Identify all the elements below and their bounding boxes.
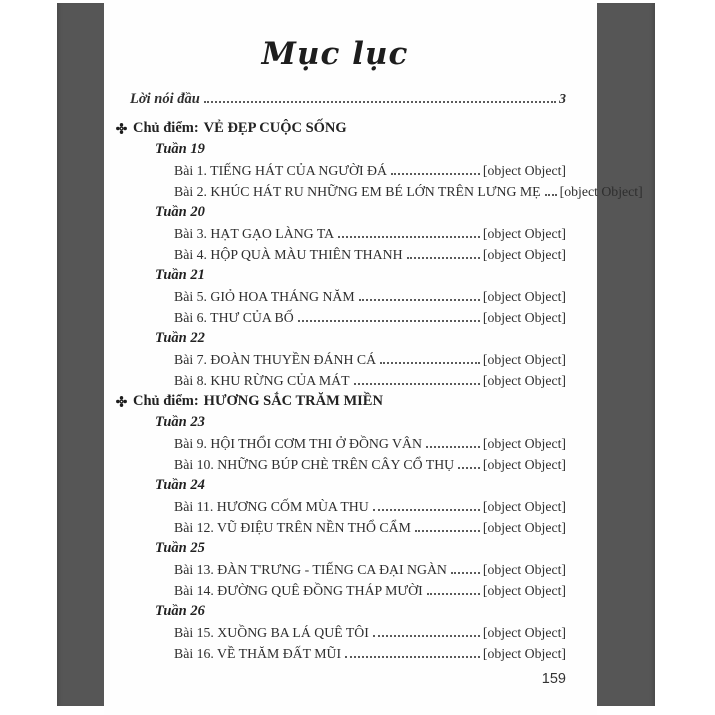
toc-entry-page-number: [object Object] bbox=[482, 625, 566, 640]
toc-entry-row bbox=[104, 643, 566, 664]
toc-entry-row bbox=[104, 349, 566, 370]
book-page bbox=[104, 0, 643, 715]
toc-entry-label: Bài 4. HỘP QUÀ MÀU THIÊN THANH bbox=[174, 247, 403, 262]
toc-entry-row bbox=[104, 223, 566, 244]
toc-entry-label: Bài 12. VŨ ĐIỆU TRÊN NỀN THỔ CẨM bbox=[174, 520, 411, 535]
week-label: Tuần 24 bbox=[155, 477, 205, 493]
week-label: Tuần 21 bbox=[155, 267, 205, 283]
toc-entry-row bbox=[104, 181, 643, 202]
dotted-leader bbox=[380, 362, 480, 364]
toc-entry-label: Bài 5. GIỎ HOA THÁNG NĂM bbox=[174, 289, 355, 304]
toc-entry-row bbox=[104, 286, 566, 307]
toc-entry-row bbox=[104, 307, 566, 328]
page-title: Mục lục bbox=[261, 36, 409, 72]
toc-entry-row bbox=[104, 517, 566, 538]
dotted-leader bbox=[338, 236, 480, 238]
toc-entry-page-number: [object Object] bbox=[482, 226, 566, 241]
section-label: Chủ điểm: bbox=[133, 120, 199, 136]
dotted-leader bbox=[204, 101, 556, 103]
dotted-leader bbox=[354, 383, 480, 385]
preface-row bbox=[104, 88, 566, 109]
dotted-leader bbox=[426, 446, 480, 448]
toc-entry-label: Bài 14. ĐƯỜNG QUÊ ĐỒNG THÁP MƯỜI bbox=[174, 583, 423, 598]
toc-week-heading bbox=[104, 139, 566, 160]
toc-entry-label: Bài 2. KHÚC HÁT RU NHỮNG EM BÉ LỚN TRÊN LƯNG MẸ bbox=[174, 184, 541, 199]
toc-entry-label: Bài 11. HƯƠNG CỐM MÙA THU bbox=[174, 499, 369, 514]
dotted-leader bbox=[373, 509, 480, 511]
week-label: Tuần 25 bbox=[155, 540, 205, 556]
toc-entry-page-number: [object Object] bbox=[482, 436, 566, 451]
section-label: Chủ điểm: bbox=[133, 393, 199, 409]
flower-icon bbox=[116, 396, 127, 407]
toc-entry-row bbox=[104, 559, 566, 580]
photo-right-gray-bar bbox=[597, 3, 655, 706]
toc-entry-label: Bài 10. NHỮNG BÚP CHÈ TRÊN CÂY CỔ THỤ bbox=[174, 457, 455, 472]
dotted-leader bbox=[391, 173, 480, 175]
dotted-leader bbox=[458, 467, 480, 469]
toc-entry-label: Bài 15. XUỒNG BA LÁ QUÊ TÔI bbox=[174, 625, 369, 640]
toc-entry-page-number: [object Object] bbox=[482, 289, 566, 304]
preface-label: Lời nói đầu bbox=[130, 91, 200, 107]
dotted-leader bbox=[373, 635, 480, 637]
toc-entry-page-number: [object Object] bbox=[482, 562, 566, 577]
toc-section-header bbox=[104, 118, 566, 139]
toc-entry-row bbox=[104, 160, 566, 181]
week-label: Tuần 22 bbox=[155, 330, 205, 346]
week-label: Tuần 19 bbox=[155, 141, 205, 157]
toc-entry-page-number: [object Object] bbox=[482, 583, 566, 598]
toc-entry-label: Bài 6. THƯ CỦA BỐ bbox=[174, 310, 294, 325]
dotted-leader bbox=[427, 593, 480, 595]
toc-entry-page-number: [object Object] bbox=[482, 499, 566, 514]
flower-icon bbox=[116, 123, 127, 134]
week-label: Tuần 26 bbox=[155, 603, 205, 619]
toc-list bbox=[104, 118, 643, 664]
dotted-leader bbox=[298, 320, 480, 322]
toc-entry-page-number: [object Object] bbox=[482, 457, 566, 472]
toc-entry-row bbox=[104, 433, 566, 454]
toc-entry-page-number: [object Object] bbox=[559, 184, 643, 199]
toc-entry-label: Bài 8. KHU RỪNG CỦA MÁT bbox=[174, 373, 350, 388]
toc-entry-row bbox=[104, 622, 566, 643]
dotted-leader bbox=[359, 299, 480, 301]
week-label: Tuần 20 bbox=[155, 204, 205, 220]
dotted-leader bbox=[407, 257, 480, 259]
toc-entry-page-number: [object Object] bbox=[482, 373, 566, 388]
toc-entry-label: Bài 1. TIẾNG HÁT CỦA NGƯỜI ĐÁ bbox=[174, 163, 387, 178]
toc-entry-page-number: [object Object] bbox=[482, 352, 566, 367]
toc-entry-page-number: [object Object] bbox=[482, 163, 566, 178]
dotted-leader bbox=[415, 530, 480, 532]
toc-week-heading bbox=[104, 475, 566, 496]
toc-week-heading bbox=[104, 328, 566, 349]
toc-entry-label: Bài 7. ĐOÀN THUYỀN ĐÁNH CÁ bbox=[174, 352, 377, 367]
dotted-leader bbox=[345, 656, 480, 658]
toc-section-header bbox=[104, 391, 566, 412]
toc-entry-row bbox=[104, 580, 566, 601]
toc-entry-label: Bài 13. ĐÀN T'RƯNG - TIẾNG CA ĐẠI NGÀN bbox=[174, 562, 447, 577]
toc-entry-row bbox=[104, 244, 566, 265]
toc-entry-page-number: [object Object] bbox=[482, 520, 566, 535]
photo-left-gray-bar bbox=[57, 3, 104, 706]
section-title: VẺ ĐẸP CUỘC SỐNG bbox=[203, 120, 347, 136]
toc-entry-label: Bài 9. HỘI THỔI CƠM THI Ở ĐỒNG VÂN bbox=[174, 436, 422, 451]
dotted-leader bbox=[451, 572, 480, 574]
toc-entry-label: Bài 16. VỀ THĂM ĐẤT MŨI bbox=[174, 646, 342, 661]
toc-entry-page-number: [object Object] bbox=[482, 310, 566, 325]
toc-week-heading bbox=[104, 538, 566, 559]
toc-week-heading bbox=[104, 265, 566, 286]
toc-week-heading bbox=[104, 202, 566, 223]
toc-entry-row bbox=[104, 454, 566, 475]
toc-entry-page-number: [object Object] bbox=[482, 247, 566, 262]
folio-page-number: 159 bbox=[541, 671, 566, 687]
toc-entry-row bbox=[104, 370, 566, 391]
toc-week-heading bbox=[104, 601, 566, 622]
toc-entry-page-number: [object Object] bbox=[482, 646, 566, 661]
toc-week-heading bbox=[104, 412, 566, 433]
dotted-leader bbox=[545, 194, 557, 196]
week-label: Tuần 23 bbox=[155, 414, 205, 430]
section-title: HƯƠNG SẮC TRĂM MIỀN bbox=[203, 393, 383, 409]
toc-entry-label: Bài 3. HẠT GẠO LÀNG TA bbox=[174, 226, 335, 241]
preface-page-number: 3 bbox=[559, 91, 566, 106]
toc-entry-row bbox=[104, 496, 566, 517]
